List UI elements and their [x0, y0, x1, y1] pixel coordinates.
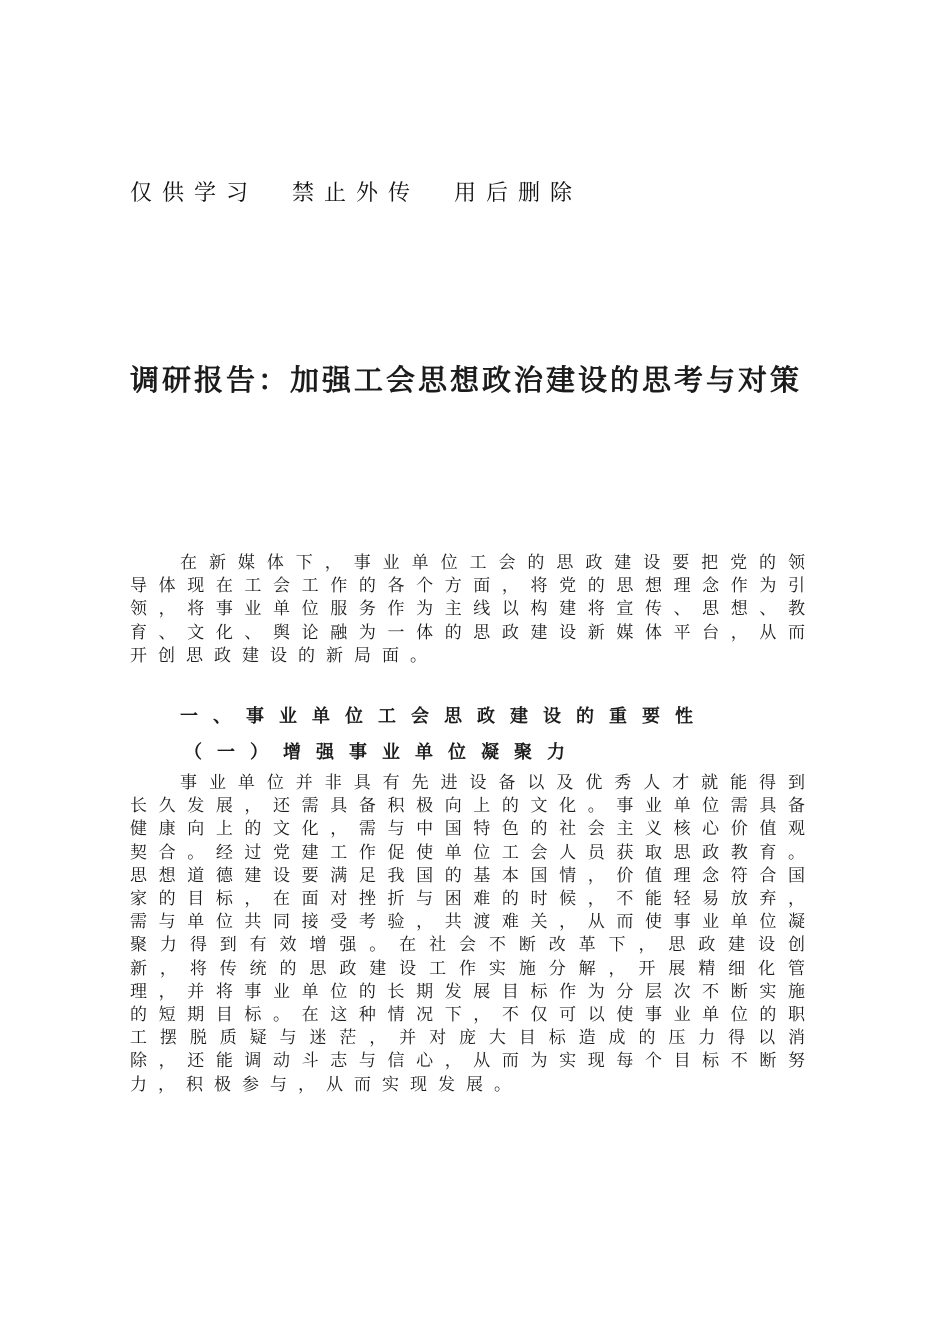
section-heading-1: 一、事业单位工会思政建设的重要性 — [180, 706, 708, 727]
subsection-heading-1: （一）增强事业单位凝聚力 — [184, 742, 580, 763]
confidential-notice: 仅供学习 禁止外传 用后删除 — [130, 181, 582, 206]
document-title: 调研报告：加强工会思想政治建设的思考与对策 — [130, 363, 803, 397]
subsection-1-paragraph: 事业单位并非具有先进设备以及优秀人才就能得到长久发展，还需具备积极向上的文化。事业单位需具备健康向上的文化，需与中国特色的社会主义核心价值观契合。经过党建工作促使单位工会人员获取思政教育。思想道德建设要满足我国的基本国情，价值理念符合国家的目标，在面对挫折与困难的时候，不能轻易放弃，需与单位共同接受考验，共渡难关，从而使事业单位凝聚力得到有效增强。在社会不断改革下，思政建设创新，将传统的思政建设工作实施分解，开展精细化管理，并将事业单位的长期发展目标作为分层次不断实施的短期目标。在这种情况下，不仅可以使事业单位的职工摆脱质疑与迷茫，并对庞大目标造成的压力得以消除，还能调动斗志与信心，从而为实现每个目标不断努力，积极参与，从而实现发展。 — [130, 773, 816, 1095]
intro-paragraph: 在新媒体下，事业单位工会的思政建设要把党的领导体现在工会工作的各个方面，将党的思想理念作为引领，将事业单位服务作为主线以构建将宣传、思想、教育、文化、舆论融为一体的思政建设新媒体平台，从而开创思政建设的新局面。 — [130, 553, 816, 666]
